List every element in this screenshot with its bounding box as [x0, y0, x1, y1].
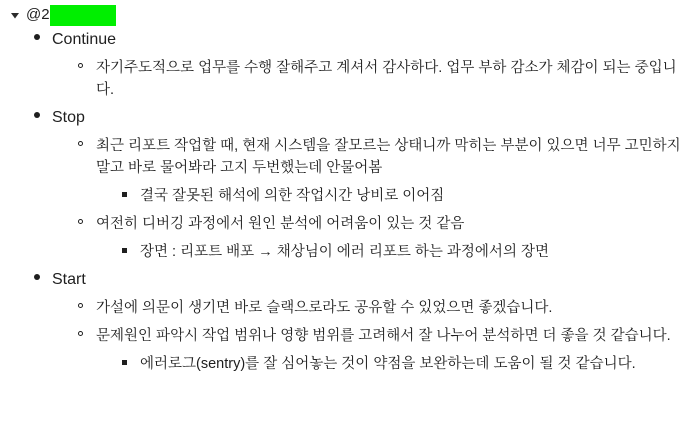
- list-item-text: 에러로그(sentry)를 잘 심어놓는 것이 약점을 보완하는데 도움이 될 것 같습니다.: [140, 356, 636, 372]
- sub-sub-list: [118, 238, 693, 266]
- bullet-icon: [122, 192, 127, 197]
- mention-label: @2: [26, 6, 50, 23]
- bullet-icon: [78, 303, 83, 308]
- list-item-text: 장면 : 리포트 배포 → 채상님이 에러 리포트 하는 과정에서의 장면: [140, 244, 549, 260]
- sub-list: [74, 54, 693, 104]
- bullet-icon: [78, 219, 83, 224]
- list-item-text: 최근 리포트 작업할 때, 현재 시스템을 잘모르는 상태니까 막히는 부분이 있으면 너무 고민하지 말고 바로 물어봐라 고지 두번했는데 안물어봄: [96, 138, 681, 176]
- mention-chip[interactable]: [26, 5, 116, 26]
- list-item[interactable]: [26, 26, 693, 104]
- list-item-text: 가설에 의문이 생기면 바로 슬랙으로라도 공유할 수 있었으면 좋겠습니다.: [96, 300, 553, 316]
- bullet-icon: [34, 112, 40, 118]
- list-item-text: 결국 잘못된 해석에 의한 작업시간 낭비로 이어짐: [140, 188, 445, 204]
- section-list: [0, 26, 693, 378]
- list-item[interactable]: [74, 132, 693, 210]
- mention-header-row: [0, 0, 693, 26]
- bullet-icon: [122, 360, 127, 365]
- bullet-icon: [34, 274, 40, 280]
- list-item[interactable]: [74, 210, 693, 266]
- bullet-icon: [78, 141, 83, 146]
- list-item[interactable]: [118, 182, 693, 210]
- bullet-icon: [78, 331, 83, 336]
- bullet-icon: [34, 34, 40, 40]
- list-item[interactable]: [118, 350, 693, 378]
- list-item[interactable]: [26, 104, 693, 266]
- list-item[interactable]: [118, 238, 693, 266]
- redaction-block: [50, 5, 116, 26]
- document-body: [0, 26, 693, 378]
- list-item[interactable]: [74, 54, 693, 104]
- list-item-text: 문제원인 파악시 작업 범위나 영향 범위를 고려해서 잘 나누어 분석하면 더 좋을 것 같습니다.: [96, 328, 671, 344]
- section-title: Continue: [52, 31, 117, 48]
- list-item[interactable]: [74, 294, 693, 322]
- list-item[interactable]: [26, 266, 693, 378]
- sub-list: [74, 132, 693, 266]
- list-item-text: 여전히 디버깅 과정에서 원인 분석에 어려움이 있는 것 같음: [96, 216, 465, 232]
- list-item-text: 자기주도적으로 업무를 수행 잘해주고 계셔서 감사하다. 업무 부하 감소가 체감이 되는 중입니다.: [96, 60, 677, 98]
- section-title: Start: [52, 271, 86, 288]
- triangle-down-icon[interactable]: [8, 8, 22, 22]
- bullet-icon: [122, 248, 127, 253]
- bullet-icon: [78, 63, 83, 68]
- sub-sub-list: [118, 350, 693, 378]
- section-title: Stop: [52, 109, 85, 126]
- sub-sub-list: [118, 182, 693, 210]
- list-item[interactable]: [74, 322, 693, 378]
- sub-list: [74, 294, 693, 378]
